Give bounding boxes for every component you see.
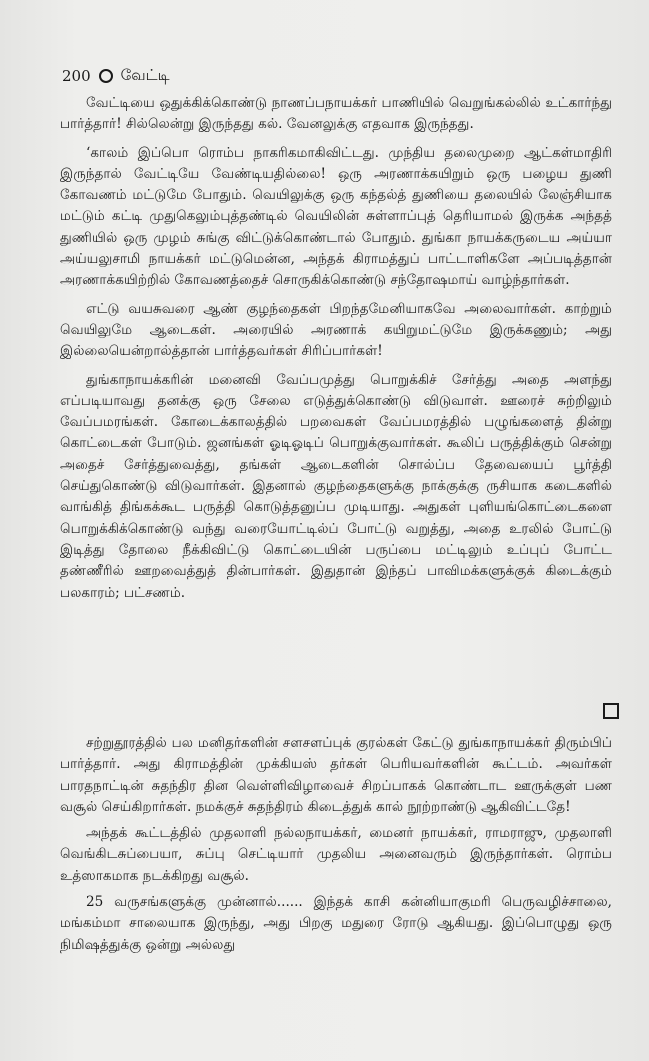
page-number: 200	[62, 67, 91, 85]
paragraph: ‘காலம் இப்பொ ரொம்ப நாகரிகமாகிவிட்டது. முந்திய தலைமுறை ஆட்கள்மாதிரி இருந்தால் வேட்டியே வேண்டியதில்லை! ஒரு அரணாக்கயிறும் ஒரு பழைய துணி கோவணம் மட்டுமே போதும். வெயிலுக்கு ஒரு கந்தல்த் துணியை தலையில் லேஞ்சியாக மட்டும் கட்டி முதுகெலும்புத்தண்டில் வெயிலின் சுள்ளாப்புத் தெரியாமல் இருக்க அந்தத் துணியில் ஒரு முழம் சுங்கு விட்டுக்கொண்டால் போதும். துங்கா நாயக்கருடைய அய்யா அய்யலுசாமி நாயக்கர் மட்டுமென்ன, அந்தக் கிராமத்துப் பாட்டாளிகளே அப்படித்தான் அரணாக்கயிற்றில் கோவணத்தைச் சொருகிக்கொண்டு சந்தோஷமாய் வாழ்ந்தார்கள்.	[60, 144, 612, 289]
paragraph: துங்காநாயக்கரின் மனைவி வேப்பமுத்து பொறுக்கிச் சேர்த்து அதை அளந்து எப்படியாவது தனக்கு ஒரு சேலை எடுத்துக்கொண்டு விடுவாள். ஊரைச் சுற்றிலும் வேப்பமரங்கள். கோடைக்காலத்தில் பறவைகள் வேப்பமரத்தில் பழுங்களைத் தின்று கொட்டைகள் போடும். ஜனங்கள் ஓடிஓடிப் பொறுக்குவார்கள். கூலிப் பருத்திக்கும் சென்று அதைச் சேர்த்துவைத்து, தங்கள் ஆடைகளின் சொல்ப்ப தேவையைப் பூர்த்தி செய்துகொண்டு விடுவார்கள். இதனால் குழந்தைகளுக்கு நாக்குக்கு ருசியாக கடைகளில் வாங்கித் திங்கக்கூட பருத்தி கொடுத்தனுப்ப முடியாது. அதுகள் புளியங்கொட்டைகளை பொறுக்கிக்கொண்டு வந்து வரையோட்டில்ப் போட்டு வறுத்து, அதை உரலில் போட்டு இடித்து தோலை நீக்கிவிட்டு கொட்டையின் பருப்பை மட்டிலும் உப்புப் போட்ட தண்ணீரில் ஊறவைத்துத் தின்பார்கள். இதுதான் இந்தப் பாவிமக்களுக்குக் கிடைக்கும் பலகாரம்; பட்சணம்.	[60, 371, 612, 601]
body-text-bottom	[60, 733, 612, 961]
section-break-square-icon	[603, 703, 619, 719]
paragraph: வேட்டியை ஒதுக்கிக்கொண்டு நாணப்பநாயக்கர் பாணியில் வெறுங்கல்லில் உட்கார்ந்து பார்த்தார்! சில்லென்று இருந்தது கல். வேனலுக்கு எதவாக இருந்தது.	[60, 95, 612, 133]
book-title: வேட்டி	[120, 66, 170, 84]
paragraph: எட்டு வயசுவரை ஆண் குழந்தைகள் பிறந்தமேனியாகவே அலைவார்கள். காற்றும் வெயிலுமே ஆடைகள். அரையில் அரணாக் கயிறுமட்டுமே இருக்கணும்; அது இல்லையென்றால்த்தான் பார்த்தவர்கள் சிரிப்பார்கள்!	[60, 300, 612, 360]
body-text-top	[60, 93, 612, 611]
paragraph: சற்றுதூரத்தில் பல மனிதர்களின் சளசளப்புக் குரல்கள் கேட்டு துங்காநாயக்கர் திரும்பிப் பார்த்தார். அது கிராமத்தின் முக்கியஸ் தர்கள் பெரியவர்களின் கூட்டம். அவர்கள் பாரதநாட்டின் சுதந்திர தின வெள்ளிவிழாவைச் சிறப்பாகக் கொண்டாட ஊருக்குள் பண வசூல் செய்கிறார்கள். நமக்குச் சுதந்திரம் கிடைத்துக் கால் நூற்றாண்டு ஆகிவிட்டதே!	[60, 735, 612, 815]
circle-ornament-icon	[99, 69, 113, 83]
paragraph: 25 வருசங்களுக்கு முன்னால்...... இந்தக் காசி கன்னியாகுமரி பெருவழிச்சாலை, மங்கம்மா சாலையாக இருந்து, அது பிறகு மதுரை ரோடு ஆகியது. இப்பொழுது ஒரு நிமிஷத்துக்கு ஒன்று அல்லது	[60, 894, 612, 953]
paragraph: அந்தக் கூட்டத்தில் முதலாளி நல்லநாயக்கர், மைனர் நாயக்கர், ராமராஜு, முதலாளி வெங்கிடசுப்பையா, சுப்பு செட்டியார் முதலிய அனைவரும் இருந்தார்கள். ரொம்ப உத்ஸாகமாக நடக்கிறது வசூல்.	[60, 825, 612, 884]
page-header	[62, 66, 170, 86]
